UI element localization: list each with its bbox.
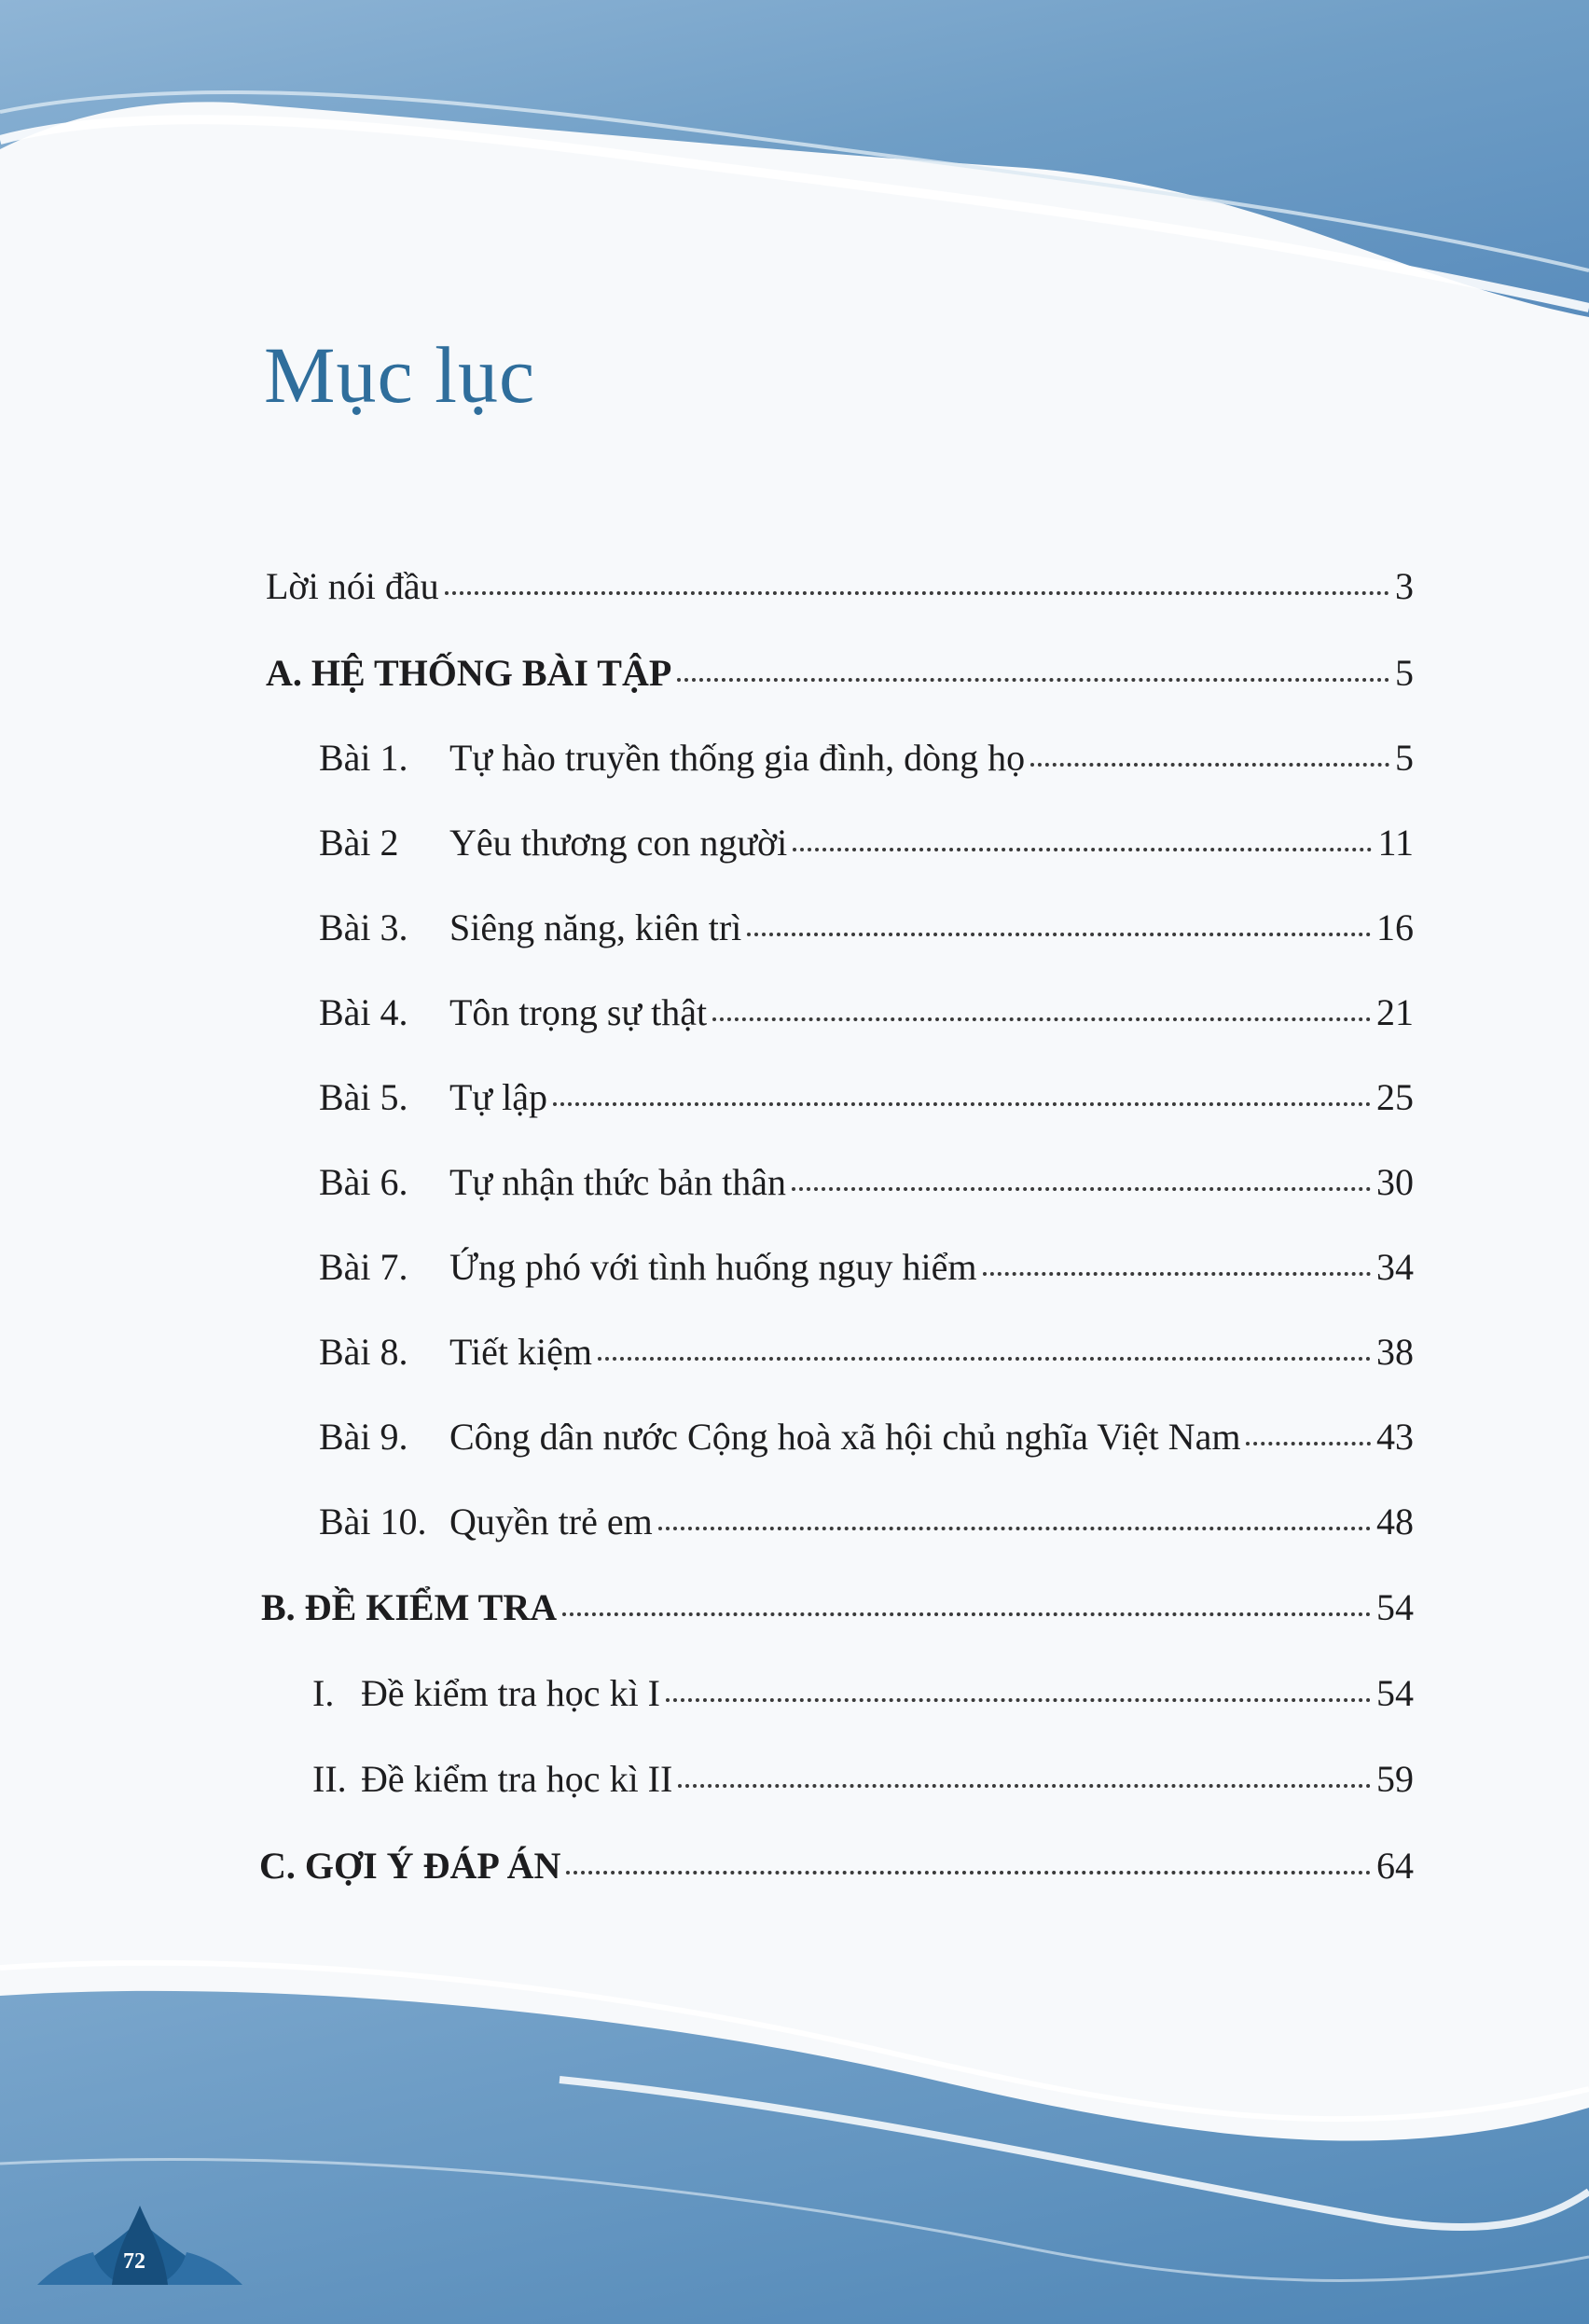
toc-lesson-9[interactable] — [319, 1415, 1414, 1471]
lesson-number: Bài 9. — [319, 1416, 408, 1458]
exam-page: 54 — [1376, 1672, 1414, 1714]
toc-entry-page: 3 — [1395, 565, 1414, 607]
lesson-title: Quyền trẻ em — [449, 1501, 653, 1542]
toc-section-page: 54 — [1376, 1586, 1414, 1628]
lesson-number: Bài 5. — [319, 1076, 408, 1118]
toc-entry-intro[interactable] — [266, 564, 1414, 620]
page-number: 72 — [123, 2249, 145, 2274]
dot-leader — [983, 1244, 1371, 1276]
toc-lesson-3[interactable] — [319, 906, 1414, 961]
toc-lesson-4[interactable] — [319, 990, 1414, 1046]
toc-lesson-7[interactable] — [319, 1245, 1414, 1301]
lesson-title: Yêu thương con người — [449, 822, 788, 864]
dot-leader — [712, 989, 1371, 1021]
lesson-number: Bài 3. — [319, 906, 408, 948]
toc-section-a[interactable] — [266, 651, 1414, 707]
lesson-number: Bài 2 — [319, 822, 399, 864]
lesson-page: 5 — [1395, 737, 1414, 779]
lesson-title: Tự hào truyền thống gia đình, dòng họ — [449, 737, 1026, 779]
lesson-page: 25 — [1376, 1076, 1414, 1118]
dot-leader — [598, 1329, 1371, 1361]
dot-leader — [666, 1670, 1371, 1702]
toc-exam-1[interactable] — [312, 1671, 1414, 1727]
exam-page: 59 — [1376, 1758, 1414, 1800]
dot-leader — [677, 650, 1389, 682]
page-title: Mục lục — [264, 330, 536, 420]
lesson-page: 21 — [1376, 991, 1414, 1033]
lesson-title: Siêng năng, kiên trì — [449, 906, 742, 948]
top-wave — [0, 0, 1589, 317]
lesson-number: Bài 10. — [319, 1501, 427, 1542]
toc-lesson-2[interactable] — [319, 821, 1414, 877]
toc-section-page: 64 — [1376, 1845, 1414, 1887]
dot-leader — [1030, 735, 1389, 767]
dot-leader — [658, 1499, 1371, 1530]
exam-number: I. — [312, 1672, 335, 1714]
lesson-title: Tiết kiệm — [449, 1331, 592, 1373]
bottom-wave — [0, 1991, 1589, 2324]
lesson-number: Bài 8. — [319, 1331, 408, 1373]
toc-section-b[interactable] — [261, 1585, 1414, 1641]
toc-section-label: C. GỢI Ý ĐÁP ÁN — [259, 1845, 561, 1887]
lesson-title: Công dân nước Cộng hoà xã hội chủ nghĩa Việt Nam — [449, 1416, 1241, 1458]
exam-number: II. — [312, 1758, 347, 1800]
toc-entry-label: Lời nói đầu — [266, 565, 439, 607]
dot-leader — [792, 1159, 1371, 1191]
lesson-page: 11 — [1377, 822, 1414, 864]
lesson-page: 43 — [1376, 1416, 1414, 1458]
toc-lesson-8[interactable] — [319, 1330, 1414, 1386]
dot-leader — [566, 1843, 1371, 1874]
toc-section-label: A. HỆ THỐNG BÀI TẬP — [266, 652, 672, 694]
dot-leader — [678, 1756, 1371, 1788]
toc-section-page: 5 — [1395, 652, 1414, 694]
lesson-page: 16 — [1376, 906, 1414, 948]
toc-exam-2[interactable] — [312, 1757, 1414, 1813]
dot-leader — [445, 563, 1389, 595]
lesson-page: 38 — [1376, 1331, 1414, 1373]
dot-leader — [793, 820, 1372, 851]
lesson-number: Bài 4. — [319, 991, 408, 1033]
exam-title: Đề kiểm tra học kì I — [361, 1672, 660, 1714]
lesson-page: 34 — [1376, 1246, 1414, 1288]
dot-leader — [553, 1074, 1371, 1106]
dot-leader — [747, 905, 1371, 936]
lesson-page: 30 — [1376, 1161, 1414, 1203]
toc-section-c[interactable] — [259, 1844, 1414, 1900]
lesson-number: Bài 7. — [319, 1246, 408, 1288]
lesson-title: Tự lập — [449, 1076, 547, 1118]
lesson-title: Tôn trọng sự thật — [449, 991, 708, 1033]
lesson-number: Bài 1. — [319, 737, 408, 779]
exam-title: Đề kiểm tra học kì II — [361, 1758, 673, 1800]
toc-lesson-10[interactable] — [319, 1500, 1414, 1556]
toc-lesson-6[interactable] — [319, 1160, 1414, 1216]
toc-lesson-5[interactable] — [319, 1075, 1414, 1131]
lesson-title: Ứng phó với tình huống nguy hiểm — [449, 1246, 977, 1288]
lesson-number: Bài 6. — [319, 1161, 408, 1203]
lesson-title: Tự nhận thức bản thân — [449, 1161, 787, 1203]
toc-section-label: B. ĐỀ KIỂM TRA — [261, 1586, 558, 1628]
dot-leader — [1246, 1414, 1371, 1446]
toc-lesson-1[interactable] — [319, 736, 1414, 792]
lesson-page: 48 — [1376, 1501, 1414, 1542]
dot-leader — [562, 1584, 1371, 1616]
